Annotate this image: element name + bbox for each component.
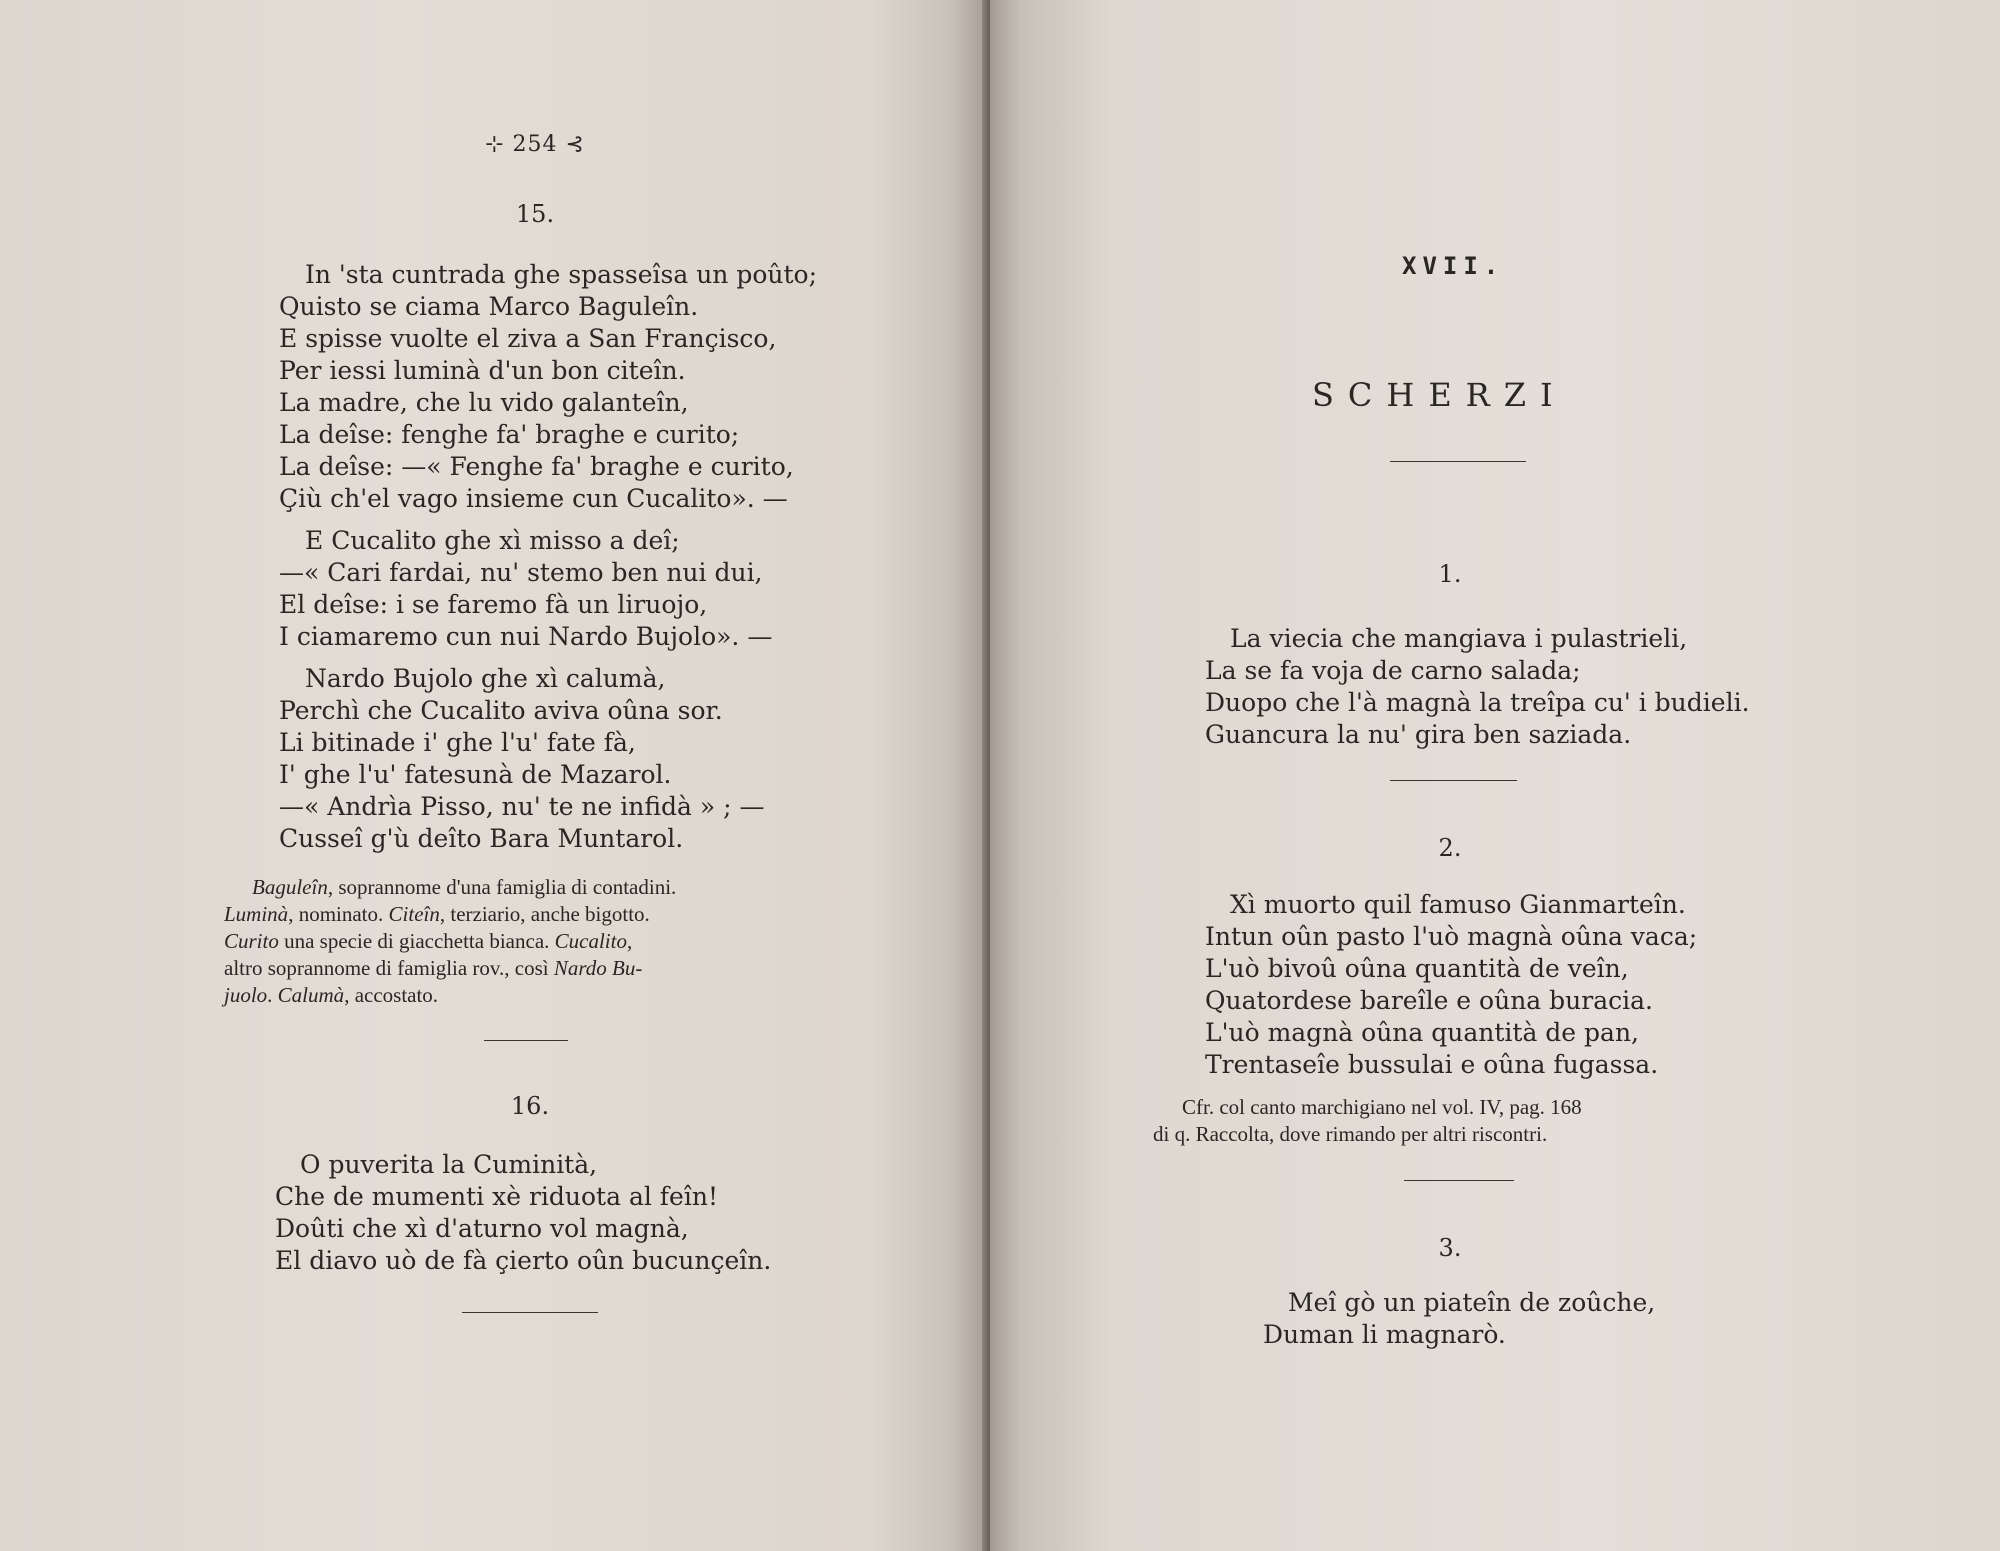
verse-line: I' ghe l'u' fatesunà de Mazarol. (279, 760, 672, 789)
footnote-line: di q. Raccolta, dove rimando per altri riscontri. (1153, 1122, 1548, 1146)
verse-line: E Cucalito ghe xì misso a deî; (305, 526, 680, 555)
verse-line: Meî gò un piateîn de zoûche, (1288, 1288, 1656, 1317)
footnote-line: Curito una specie di giacchetta bianca. Cucalito, (224, 929, 633, 953)
footnote-line: Luminà, nominato. Citeîn, terziario, anche bigotto. (224, 902, 650, 926)
verse-line: Intun oûn pasto l'uò magnà oûna vaca; (1205, 922, 1698, 951)
verse-line: Trentaseîe bussulai e oûna fugassa. (1205, 1050, 1659, 1079)
poem-16-number: 16. (510, 1092, 550, 1120)
footnote-line: Baguleîn, soprannome d'una famiglia di contadini. (252, 875, 677, 899)
section-title: SCHERZI (1312, 376, 1567, 414)
verse-line: Quatordese bareîle e oûna buracia. (1205, 986, 1653, 1015)
verse-line: Guancura la nu' gira ben saziada. (1205, 720, 1632, 749)
poem-2-number: 2. (1438, 834, 1462, 862)
verse-line: Cusseî g'ù deîto Bara Muntarol. (279, 824, 684, 853)
verse-line: Çiù ch'el vago insieme cun Cucalito». — (279, 484, 788, 513)
footnote-line: altro soprannome di famiglia rov., così Nardo Bu- (224, 956, 643, 980)
verse-line: Doûti che xì d'aturno vol magnà, (275, 1214, 689, 1243)
verse-line: Xì muorto quil famuso Gianmarteîn. (1230, 890, 1686, 919)
verse-line: E spisse vuolte el ziva a San Françisco, (279, 324, 777, 353)
footnote-line: Cfr. col canto marchigiano nel vol. IV, pag. 168 (1182, 1095, 1582, 1119)
verse-line: La viecia che mangiava i pulastrieli, (1230, 624, 1688, 653)
verse-line: O puverita la Cuminità, (300, 1150, 598, 1179)
verse-line: In 'sta cuntrada ghe spasseîsa un poûto; (305, 260, 818, 289)
verse-line: El deîse: i se faremo fà un liruojo, (279, 590, 708, 619)
verse-line: Duman li magnarò. (1263, 1320, 1506, 1349)
verse-line: Nardo Bujolo ghe xì calumà, (305, 664, 666, 693)
section-divider (462, 1312, 598, 1313)
verse-line: —« Andrìa Pisso, nu' te ne infidà » ; — (279, 792, 765, 821)
section-divider (1390, 461, 1526, 462)
verse-line: La madre, che lu vido galanteîn, (279, 388, 689, 417)
verse-line: I ciamaremo cun nui Nardo Bujolo». — (279, 622, 773, 651)
verse-line: Duopo che l'à magnà la treîpa cu' i budieli. (1205, 688, 1750, 717)
page-number: ⊹ 254 ⊰ (485, 132, 585, 157)
section-divider (1404, 1180, 1514, 1181)
verse-line: L'uò magnà oûna quantità de pan, (1205, 1018, 1639, 1047)
verse-line: La deîse: fenghe fa' braghe e curito; (279, 420, 740, 449)
right-page (990, 0, 2000, 1551)
poem-3-number: 3. (1438, 1234, 1462, 1262)
verse-line: Per iessi luminà d'un bon citeîn. (279, 356, 686, 385)
poem-1-number: 1. (1438, 560, 1462, 588)
verse-line: Perchì che Cucalito aviva oûna sor. (279, 696, 723, 725)
verse-line: Li bitinade i' ghe l'u' fate fà, (279, 728, 636, 757)
verse-line: La se fa voja de carno salada; (1205, 656, 1581, 685)
section-number: XVII. (1402, 252, 1505, 280)
footnote-line: juolo. Calumà, accostato. (224, 983, 439, 1007)
left-page (0, 0, 990, 1551)
verse-line: El diavo uò de fà çierto oûn bucunçeîn. (275, 1246, 772, 1275)
verse-line: —« Cari fardai, nu' stemo ben nui dui, (279, 558, 763, 587)
verse-line: L'uò bivoû oûna quantità de veîn, (1205, 954, 1629, 983)
section-divider (484, 1040, 568, 1041)
verse-line: Quisto se ciama Marco Baguleîn. (279, 292, 699, 321)
verse-line: Che de mumenti xè riduota al feîn! (275, 1182, 718, 1211)
section-divider (1390, 780, 1517, 781)
poem-15-number: 15. (515, 200, 555, 228)
verse-line: La deîse: —« Fenghe fa' braghe e curito, (279, 452, 794, 481)
